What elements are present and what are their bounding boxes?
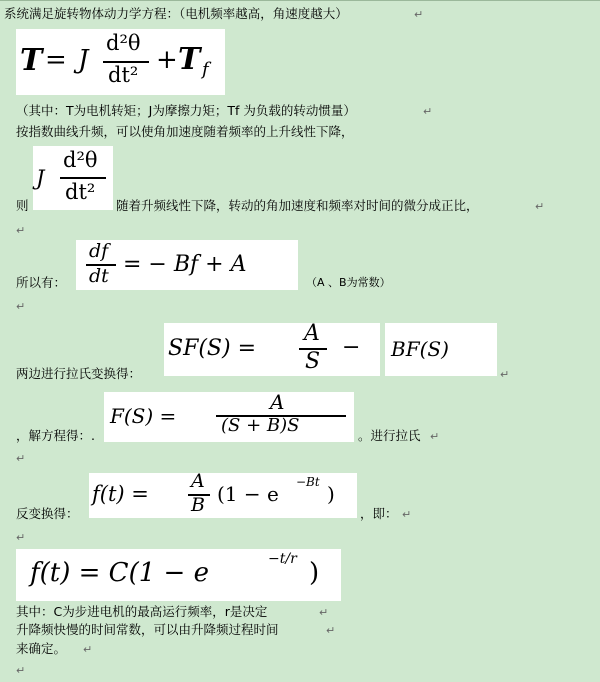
paragraph-mark-icon: ↵ (16, 224, 26, 237)
equation-inverse-transform: f(t) = A B (1 − e −Bt ) (89, 473, 357, 518)
equation-angular-acceleration-term: J d²θ dt² (33, 146, 113, 210)
text-line-3: 按指数曲线升频，可以使角加速度随着频率的上升线性下降， (16, 124, 354, 139)
paragraph-mark-icon: ↵ (16, 664, 26, 677)
text-line-7-prefix: ，解方程得：. (16, 428, 95, 443)
text-line-8-prefix: 反变换得： (16, 506, 79, 521)
text-line-4: 随着升频线性下降，转动的角加速度和频率对时间的微分成正比， (116, 198, 479, 213)
text-line-5-prefix: 所以有： (16, 275, 67, 290)
paragraph-mark-icon: ↵ (430, 430, 440, 443)
text-line-1: 系统满足旋转物体动力学方程：（电机频率越高，角速度越大） (4, 6, 348, 21)
paragraph-mark-icon: ↵ (16, 452, 26, 465)
paragraph-mark-icon: ↵ (414, 8, 424, 21)
text-line-4-prefix: 则 (16, 198, 29, 213)
text-line-8-suffix: ，即： (360, 506, 398, 521)
paragraph-mark-icon: ↵ (423, 105, 433, 118)
paragraph-mark-icon: ↵ (16, 300, 26, 313)
paragraph-mark-icon: ↵ (402, 508, 412, 521)
equation-final-frequency: f(t) = C(1 − e −t/r ) (16, 549, 341, 601)
text-line-7-suffix: 。进行拉氏 (358, 428, 421, 443)
equation-laplace-transform: SF(S) = A S − (164, 323, 380, 376)
text-line-2: （其中：T为电机转矩；J为摩擦力矩；Tf 为负载的转动惯量） (16, 103, 356, 118)
equation-solution-s-domain: F(S) = A (S + B)S (104, 392, 354, 442)
paragraph-mark-icon: ↵ (535, 200, 545, 213)
text-line-6: 两边进行拉氏变换得： (16, 366, 142, 381)
paragraph-mark-icon: ↵ (500, 368, 510, 381)
paragraph-mark-icon: ↵ (326, 624, 336, 637)
text-line-10: 升降频快慢的时间常数，可以由升降频过程时间 (16, 622, 279, 637)
page-top-border (0, 0, 600, 1)
text-line-9: 其中：C为步进电机的最高运行频率，r是决定 (16, 604, 268, 619)
paragraph-mark-icon: ↵ (16, 531, 26, 544)
paragraph-mark-icon: ↵ (83, 643, 93, 656)
equation-frequency-derivative: df dt = − Bf + A (76, 240, 298, 290)
equation-rotational-dynamics: T = J d²θ dt² + T f (16, 29, 225, 95)
text-line-11: 来确定。 (16, 641, 67, 656)
text-line-5-note: （A 、B为常数） (306, 276, 391, 289)
equation-laplace-transform-part2: BF(S) (385, 323, 497, 376)
paragraph-mark-icon: ↵ (319, 606, 329, 619)
